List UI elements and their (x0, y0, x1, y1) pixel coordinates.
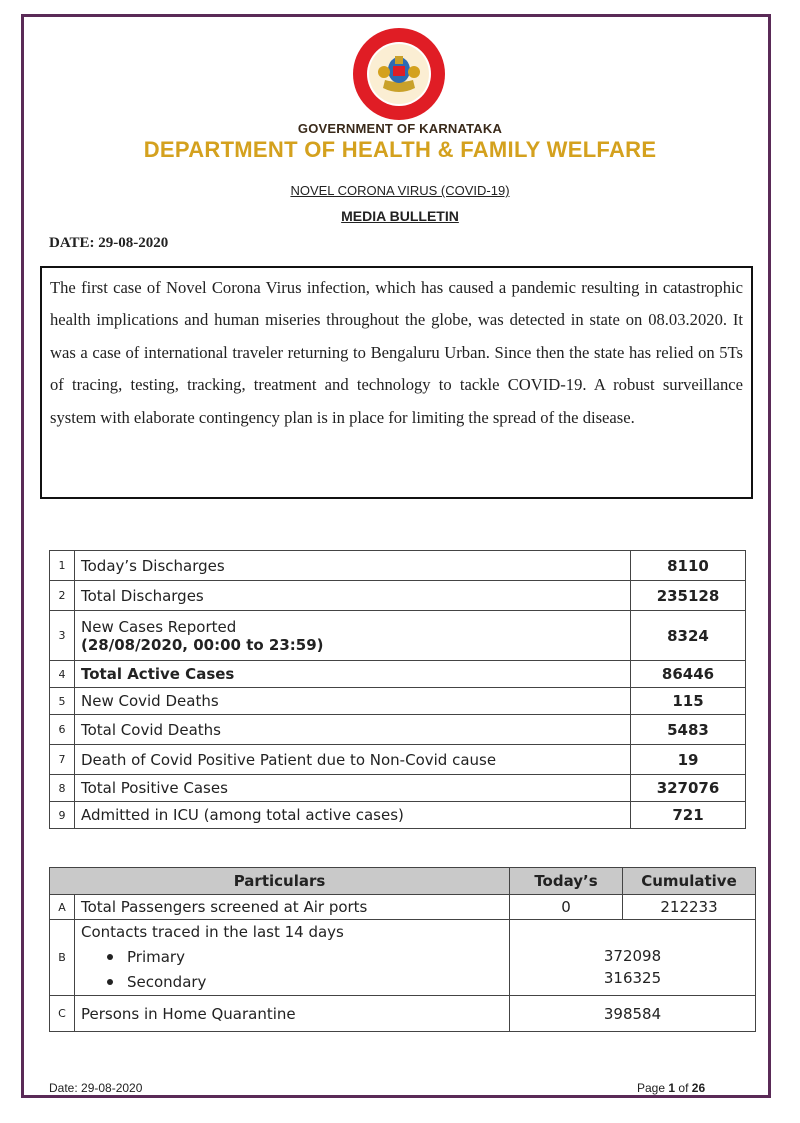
row-label: Total Passengers screened at Air ports (75, 895, 510, 920)
row-number: 4 (50, 661, 75, 688)
row-letter: A (50, 895, 75, 920)
footer-page-number: Page 1 of 26 (637, 1081, 706, 1095)
row-value: 19 (631, 745, 746, 775)
bullet-icon (107, 979, 113, 985)
row-value: 115 (631, 688, 746, 715)
footer-date: Date: 29-08-2020 (49, 1081, 143, 1095)
row-value: 235128 (631, 581, 746, 611)
summary-table (49, 550, 746, 829)
row-number: 5 (50, 688, 75, 715)
row-value: 398584 (510, 996, 756, 1032)
list-item: Secondary (81, 970, 503, 995)
row-label: Today’s Discharges (75, 551, 631, 581)
table-row (50, 802, 746, 829)
table-row (50, 715, 746, 745)
row-label-line2: (28/08/2020, 00:00 to 23:59) (81, 635, 324, 654)
row-label: Total Active Cases (75, 661, 631, 688)
row-label: Death of Covid Positive Patient due to Non-Covid cause (75, 745, 631, 775)
intro-paragraph: The first case of Novel Corona Virus infection, which has caused a pandemic resulting in catastrophic health implications and human miseries throughout the globe, was detected in state on 08.03.2020. It was a case of international traveler returning to Bengaluru Urban. Since then the state has relied on 5Ts of tracing, testing, tracking, treatment and technology to tackle COVID-19. A robust surveillance system with elaborate contingency plan is in place for limiting the spread of the disease. (40, 266, 753, 499)
table-row (50, 895, 756, 920)
row-number: 1 (50, 551, 75, 581)
row-label-line1: New Cases Reported (81, 617, 237, 636)
table-row (50, 661, 746, 688)
government-heading: GOVERNMENT OF KARNATAKA (297, 121, 503, 136)
virus-title: NOVEL CORONA VIRUS (COVID-19) (290, 183, 510, 198)
row-today: 0 (510, 895, 623, 920)
row-value: 5483 (631, 715, 746, 745)
table-row (50, 581, 746, 611)
passenger-table (49, 867, 756, 1032)
table-row (50, 745, 746, 775)
table-header-row (50, 868, 756, 895)
row-value: 327076 (631, 775, 746, 802)
contacts-list (81, 945, 503, 995)
row-number: 6 (50, 715, 75, 745)
row-label: Total Positive Cases (75, 775, 631, 802)
row-cumulative: 212233 (623, 895, 756, 920)
bulletin-title: MEDIA BULLETIN (341, 208, 459, 224)
row-number: 7 (50, 745, 75, 775)
row-number: 3 (50, 611, 75, 661)
table-row (50, 688, 746, 715)
department-heading: DEPARTMENT OF HEALTH & FAMILY WELFARE (143, 137, 657, 162)
row-value: 8110 (631, 551, 746, 581)
row-letter: B (50, 920, 75, 996)
contacts-label: Contacts traced in the last 14 days (81, 923, 344, 941)
row-label: Total Discharges (75, 581, 631, 611)
table-row (50, 775, 746, 802)
row-letter: C (50, 996, 75, 1032)
header-cumulative: Cumulative (623, 868, 756, 895)
list-item: Primary (81, 945, 503, 970)
row-label (75, 611, 631, 661)
row-label: Total Covid Deaths (75, 715, 631, 745)
table-row (50, 551, 746, 581)
header-particulars: Particulars (50, 868, 510, 895)
row-value: 8324 (631, 611, 746, 661)
table-row (50, 920, 756, 996)
row-value: 86446 (631, 661, 746, 688)
row-label: Admitted in ICU (among total active cases) (75, 802, 631, 829)
secondary-value: 316325 (603, 968, 662, 987)
header-today: Today’s (510, 868, 623, 895)
bulletin-date: DATE: 29-08-2020 (49, 235, 169, 251)
primary-value: 372098 (603, 946, 662, 965)
row-label: Persons in Home Quarantine (75, 996, 510, 1032)
contacts-values (510, 920, 756, 996)
row-label (75, 920, 510, 996)
table-row (50, 996, 756, 1032)
row-number: 8 (50, 775, 75, 802)
row-label: New Covid Deaths (75, 688, 631, 715)
row-number: 9 (50, 802, 75, 829)
row-value: 721 (631, 802, 746, 829)
karnataka-seal-logo (351, 26, 447, 122)
bullet-icon (107, 954, 113, 960)
table-row (50, 611, 746, 661)
row-number: 2 (50, 581, 75, 611)
